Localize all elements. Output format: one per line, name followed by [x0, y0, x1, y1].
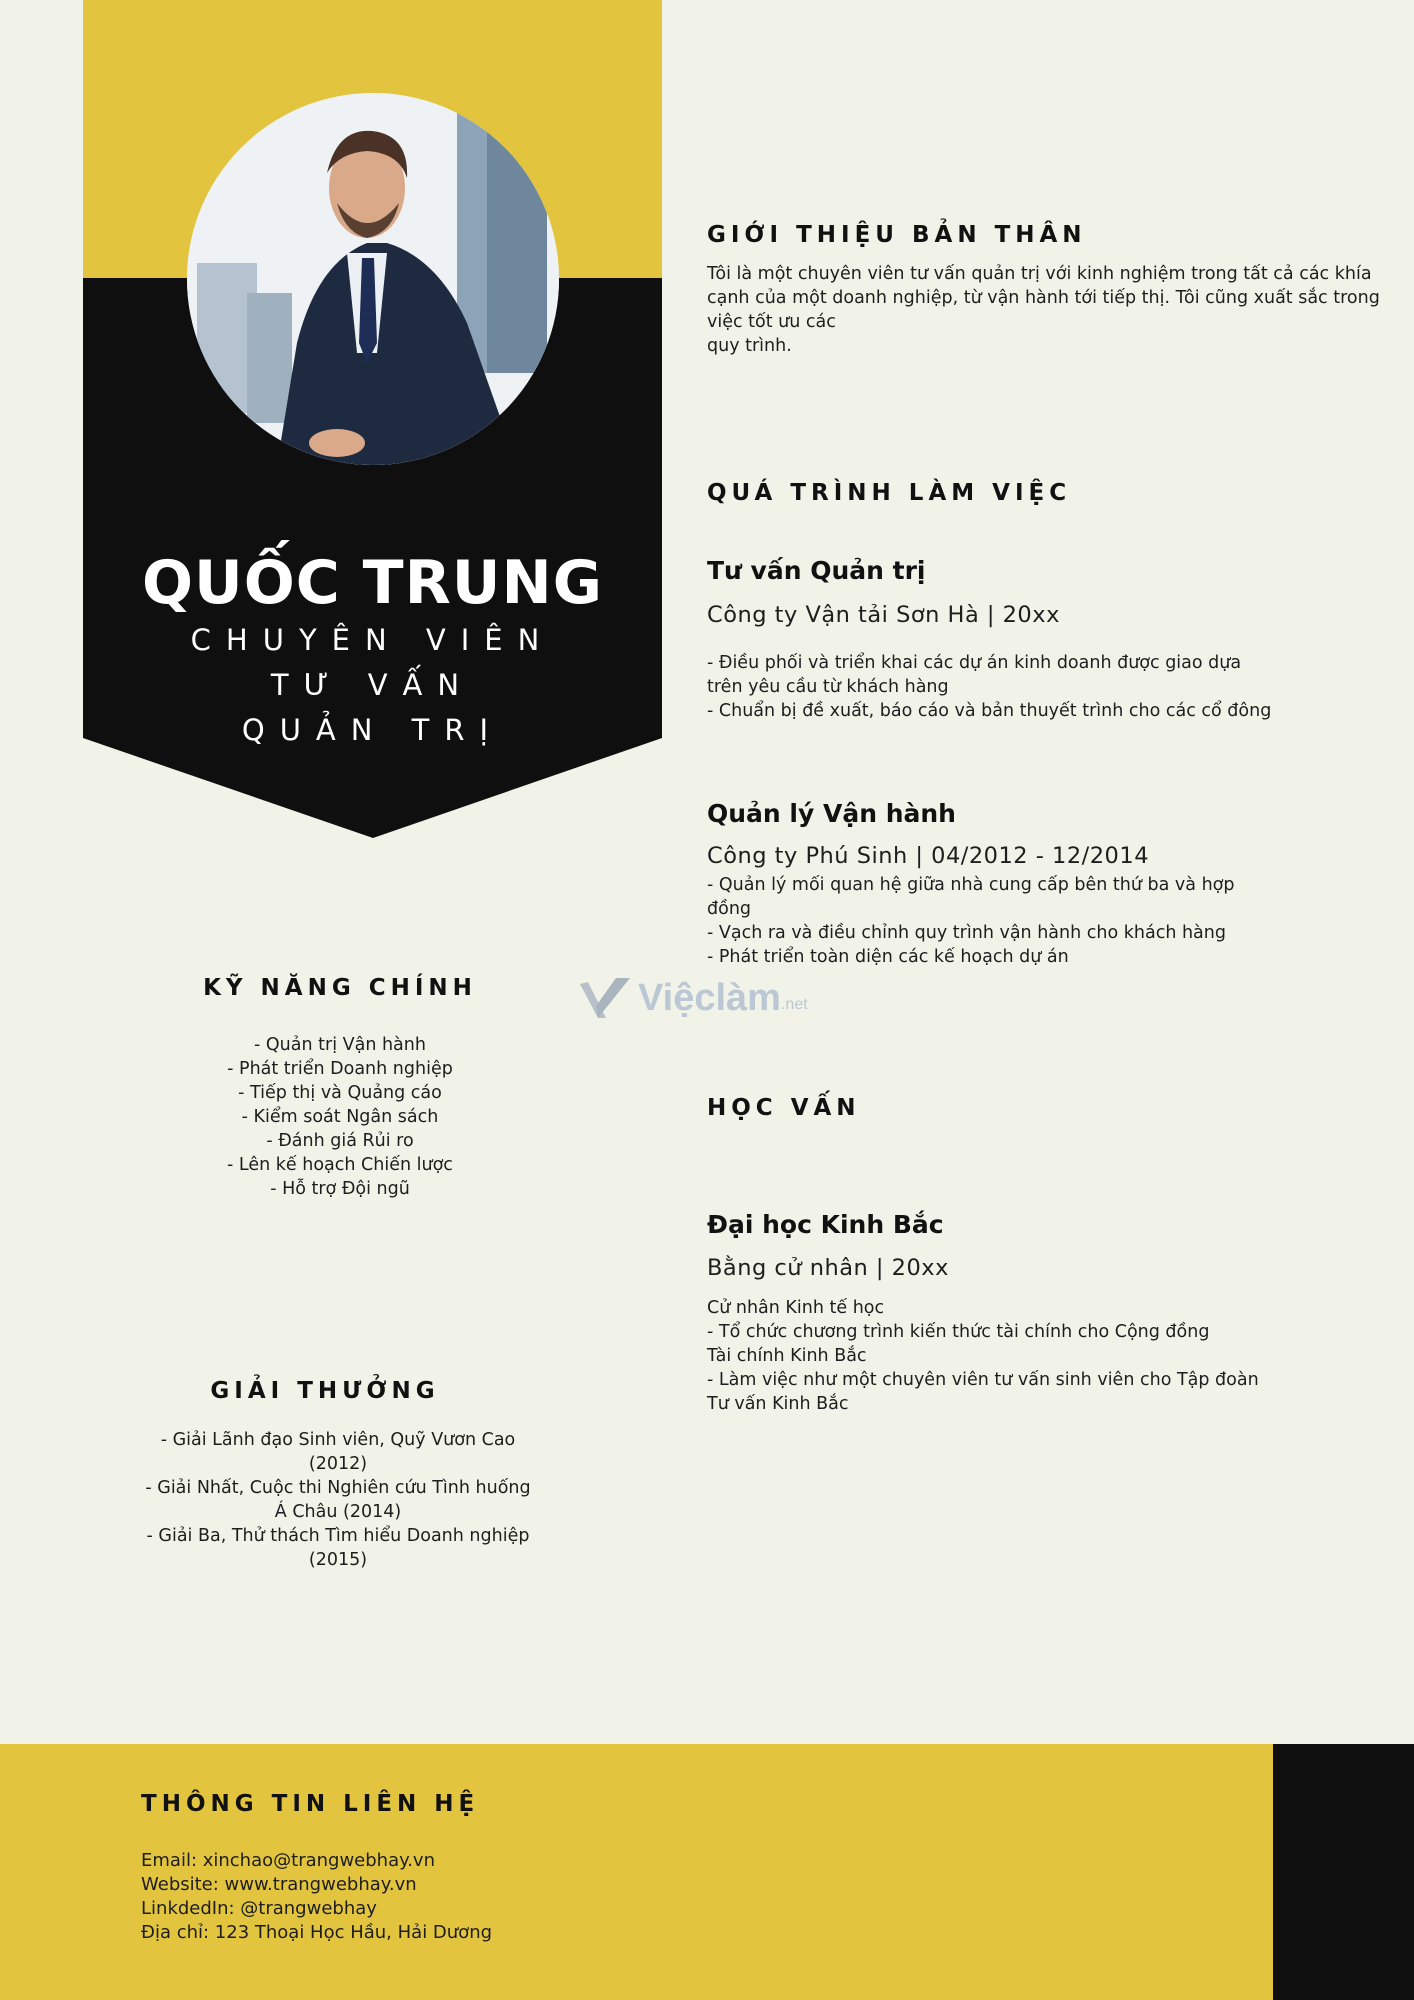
- role-line: CHUYÊN VIÊN: [190, 623, 555, 657]
- profile-photo: [187, 93, 559, 465]
- job-title: Quản lý Vận hành: [707, 799, 956, 828]
- about-title: GIỚI THIỆU BẢN THÂN: [707, 222, 1087, 248]
- about-text: Tôi là một chuyên viên tư vấn quản trị với kinh nghiệm trong tất cả các khía cạnh của một doanh nghiệp, từ vận hành tới tiếp thị. Tôi cũng xuất sắc trong việc tốt ưu các quy trình.: [707, 264, 1380, 356]
- education-degree: Bằng cử nhân | 20xx: [707, 1255, 949, 1281]
- skills-list: - Quản trị Vận hành - Phát triển Doanh nghiệp - Tiếp thị và Quảng cáo - Kiểm soát Ngân sách - Đánh giá Rủi ro - Lên kế hoạch Chiến lược - Hỗ trợ Đội ngũ: [227, 1035, 453, 1199]
- watermark: [580, 975, 808, 1020]
- awards-list: - Giải Lãnh đạo Sinh viên, Quỹ Vươn Cao (2012) - Giải Nhất, Cuộc thi Nghiên cứu Tình huống Á Châu (2014) - Giải Ba, Thử thách Tìm hiểu Doanh nghiệp (2015): [145, 1430, 531, 1570]
- role-line: TƯ VẤN: [270, 668, 475, 702]
- watermark-suffix: .net: [780, 996, 808, 1013]
- role-line: QUẢN TRỊ: [241, 713, 504, 747]
- contact-email[interactable]: Email: xinchao@trangwebhay.vn: [141, 1850, 435, 1871]
- skills-title: KỸ NĂNG CHÍNH: [203, 975, 477, 1001]
- education-school: Đại học Kinh Bắc: [707, 1210, 944, 1239]
- contact-title: THÔNG TIN LIÊN HỆ: [141, 1791, 480, 1817]
- job-title: Tư vấn Quản trị: [707, 556, 926, 585]
- watermark-check-icon: [580, 978, 634, 1020]
- education-details: Cử nhân Kinh tế học - Tổ chức chương trình kiến thức tài chính cho Cộng đồng Tài chính Kinh Bắc - Làm việc như một chuyên viên tư vấn sinh viên cho Tập đoàn Tư vấn Kinh Bắc: [707, 1298, 1259, 1414]
- candidate-role: [110, 618, 635, 753]
- footer-dark-block: [1273, 1744, 1414, 2000]
- contact-linkedin[interactable]: LinkdedIn: @trangwebhay: [141, 1898, 377, 1919]
- contact-list: [141, 1849, 841, 1945]
- job-details: - Điều phối và triển khai các dự án kinh doanh được giao dựa trên yêu cầu từ khách hàng - Chuẩn bị đề xuất, báo cáo và bản thuyết trình cho các cổ đông: [707, 653, 1272, 721]
- awards-title: GIẢI THƯỞNG: [210, 1378, 440, 1404]
- job-details: - Quản lý mối quan hệ giữa nhà cung cấp bên thứ ba và hợp đồng - Vạch ra và điều chỉnh quy trình vận hành cho khách hàng - Phát triển toàn diện các kế hoạch dự án: [707, 875, 1235, 967]
- candidate-name: QUỐC TRUNG: [142, 548, 603, 618]
- job-company: Công ty Phú Sinh | 04/2012 - 12/2014: [707, 843, 1150, 869]
- contact-website[interactable]: Website: www.trangwebhay.vn: [141, 1874, 417, 1895]
- contact-address: Địa chỉ: 123 Thoại Học Hầu, Hải Dương: [141, 1922, 493, 1943]
- experience-title: QUÁ TRÌNH LÀM VIỆC: [707, 480, 1072, 506]
- job-company: Công ty Vận tải Sơn Hà | 20xx: [707, 602, 1060, 628]
- watermark-brand: Việclàm: [638, 977, 781, 1019]
- education-title: HỌC VẤN: [707, 1095, 861, 1121]
